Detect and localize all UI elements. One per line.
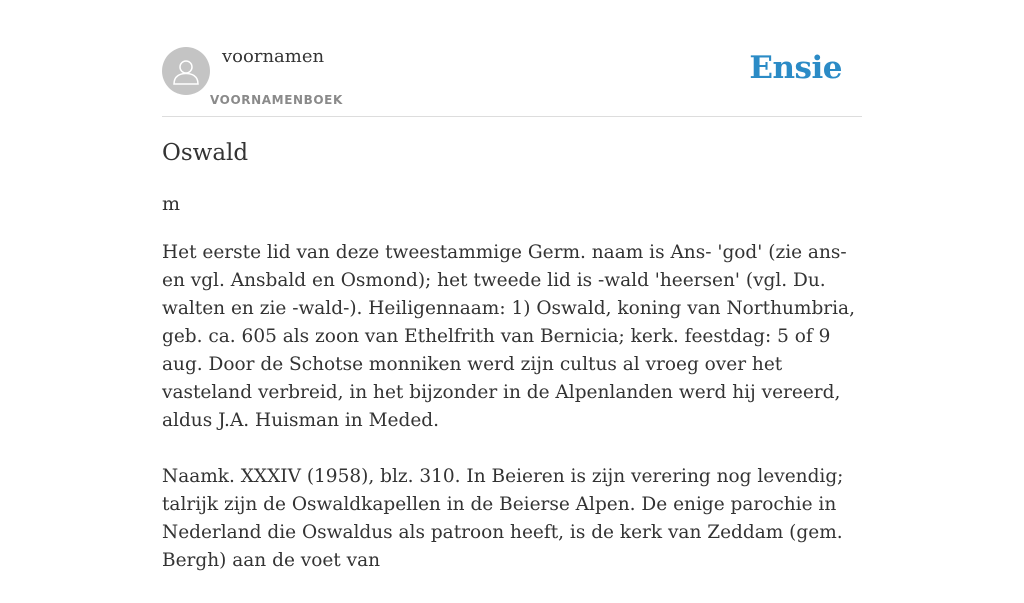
header [162, 0, 862, 117]
author-subtitle: VOORNAMENBOEK [210, 93, 343, 107]
page-container [162, 0, 862, 571]
author-avatar[interactable] [162, 47, 210, 95]
brand-logo-link[interactable]: Ensie [749, 50, 842, 86]
entry-body [162, 239, 862, 603]
entry-paragraph: Het eerste lid van deze tweestammige Germ. naam is Ans- 'god' (zie ans- en vgl. Ansbald en Osmond); het tweede lid is -wald 'heersen' (vgl. Du. walten en zie -wald-). Heiligennaam: 1) Oswald, koning van Northumbria, geb. ca. 605 als zoon van Ethelfrith van Bernicia; kerk. feestdag: 5 of 9 aug. Door de Schotse monniken werd zijn cultus al vroeg over het vasteland verbreid, in het bijzonder in de Alpenlanden werd hij vereerd, aldus J.A. Huisman in Meded. [162, 242, 855, 431]
author-name-link[interactable]: voornamen [222, 46, 325, 67]
entry-title: Oswald [162, 140, 249, 166]
entry-gender: m [162, 193, 181, 215]
user-avatar-icon [171, 56, 201, 86]
entry-paragraph: Naamk. XXXIV (1958), blz. 310. In Beieren is zijn verering nog levendig; talrijk zijn de Oswaldkapellen in de Beierse Alpen. De enige parochie in Nederland die Oswaldus als patroon heeft, is de kerk van Zeddam (gem. Bergh) aan de voet van [162, 466, 844, 571]
